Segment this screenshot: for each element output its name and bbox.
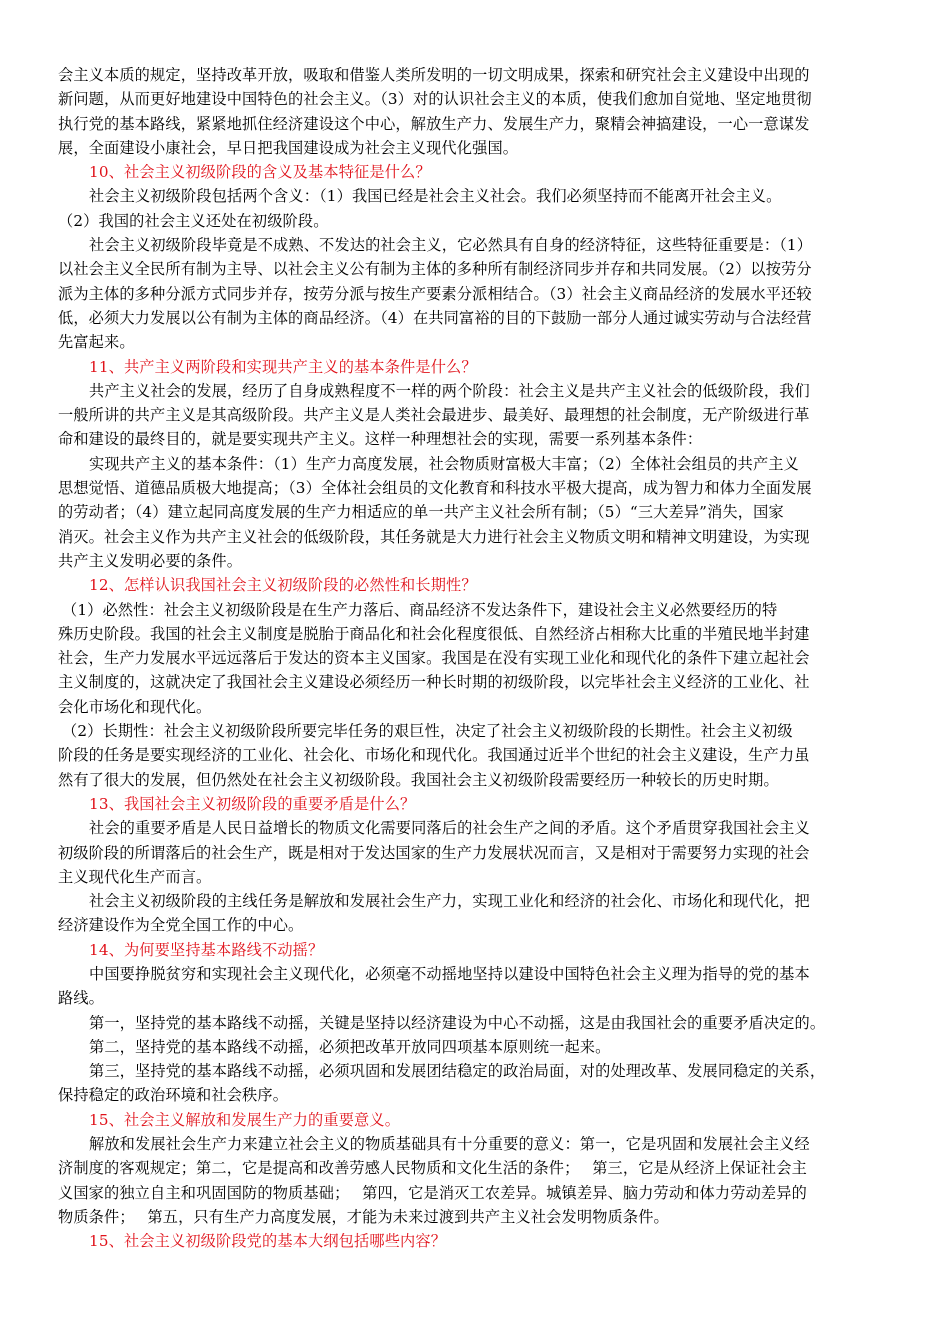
paragraph-line: 共产主义社会的发展，经历了自身成熟程度不一样的两个阶段：社会主义是共产主义社会的低级阶段，我们 bbox=[89, 381, 810, 400]
paragraph-line: 实现共产主义的基本条件：（1）生产力高度发展，社会物质财富极大丰富；（2）全体社会组员的共产主义 bbox=[89, 454, 799, 473]
paragraph-line: 物质条件； 第五，只有生产力高度发展，才能为未来过渡到共产主义社会发明物质条件。 bbox=[58, 1207, 669, 1226]
question-heading-14: 14、为何要坚持基本路线不动摇？ bbox=[89, 940, 324, 959]
paragraph-line: 主义制度的，这就决定了我国社会主义建设必须经历一种长时期的初级阶段，以完毕社会主义经济的工业化、社 bbox=[58, 673, 810, 692]
paragraph-line: 社会主义初级阶段毕竟是不成熟、不发达的社会主义，它必然具有自身的经济特征，这些特征重要是：（1） bbox=[89, 236, 813, 255]
paragraph-line: 会主义本质的规定，坚持改革开放，吸取和借鉴人类所发明的一切文明成果，探索和研究社会主义建设中出现的 bbox=[58, 66, 810, 84]
paragraph-line: 思想觉悟、道德品质极大地提高；（3）全体社会组员的文化教育和科技水平极大提高，成为智力和体力全面发展 bbox=[58, 479, 812, 498]
paragraph-line: 社会主义初级阶段的主线任务是解放和发展社会生产力，实现工业化和经济的社会化、市场化和现代化，把 bbox=[89, 892, 810, 911]
paragraph-line: 以社会主义全民所有制为主导、以社会主义公有制为主体的多种所有制经济同步并存和共同发展。（2）以按劳分 bbox=[58, 260, 812, 279]
paragraph-line: 主义现代化生产而言。 bbox=[58, 867, 212, 886]
paragraph-line: 中国要挣脱贫穷和实现社会主义现代化，必须毫不动摇地坚持以建设中国特色社会主义理为指导的党的基本 bbox=[89, 964, 810, 983]
paragraph-line: 的劳动者；（4）建立起同高度发展的生产力相适应的单一共产主义社会所有制；（5）“三大差异”消失，国家 bbox=[58, 503, 784, 522]
paragraph-line: 共产主义发明必要的条件。 bbox=[58, 551, 243, 570]
question-heading-12: 12、怎样认识我国社会主义初级阶段的必然性和长期性？ bbox=[89, 576, 477, 595]
paragraph-line: 消灭。社会主义作为共产主义社会的低级阶段，其任务就是大力进行社会主义物质文明和精神文明建设，为实现 bbox=[58, 527, 810, 546]
paragraph-line: 命和建设的最终目的，就是要实现共产主义。这样一种理想社会的实现，需要一系列基本条件： bbox=[58, 430, 703, 449]
paragraph-line: （1）必然性：社会主义初级阶段是在生产力落后、商品经济不发达条件下，建设社会主义必然要经历的特 bbox=[62, 600, 778, 619]
paragraph-line: （2）我国的社会主义还处在初级阶段。 bbox=[58, 211, 329, 230]
paragraph-line: 派为主体的多种分派方式同步并存，按劳分派与按生产要素分派相结合。（3）社会主义商品经济的发展水平还较 bbox=[58, 284, 812, 303]
paragraph-line: 阶段的任务是要实现经济的工业化、社会化、市场化和现代化。我国通过近半个世纪的社会主义建设，生产力虽 bbox=[58, 746, 810, 765]
paragraph-line: 经济建设作为全党全国工作的中心。 bbox=[58, 916, 304, 935]
paragraph-line: 社会的重要矛盾是人民日益增长的物质文化需要同落后的社会生产之间的矛盾。这个矛盾贯穿我国社会主义 bbox=[89, 819, 810, 838]
paragraph-line: 殊历史阶段。我国的社会主义制度是脱胎于商品化和社会化程度很低、自然经济占相称大比重的半殖民地半封建 bbox=[58, 624, 810, 643]
paragraph-line: 执行党的基本路线，紧紧地抓住经济建设这个中心，解放生产力、发展生产力，聚精会神搞建设，一心一意谋发 bbox=[58, 114, 810, 133]
paragraph-line: 会化市场化和现代化。 bbox=[58, 697, 212, 716]
paragraph-line: 第一，坚持党的基本路线不动摇，关键是坚持以经济建设为中心不动摇，这是由我国社会的重要矛盾决定的。 bbox=[89, 1013, 826, 1032]
paragraph-line: 第二，坚持党的基本路线不动摇，必须把改革开放同四项基本原则统一起来。 bbox=[89, 1037, 611, 1056]
paragraph-line: 低，必须大力发展以公有制为主体的商品经济。（4）在共同富裕的目的下鼓励一部分人通过诚实劳动与合法经营 bbox=[58, 308, 812, 327]
paragraph-line: 义国家的独立自主和巩固国防的物质基础； 第四，它是消灭工农差异。城镇差异、脑力劳动和体力劳动差异的 bbox=[58, 1183, 807, 1202]
paragraph-line: 社会，生产力发展水平远远落后于发达的资本主义国家。我国是在没有实现工业化和现代化的条件下建立起社会 bbox=[58, 649, 810, 668]
paragraph-line: （2）长期性：社会主义初级阶段所要完毕任务的艰巨性，决定了社会主义初级阶段的长期性。社会主义初级 bbox=[62, 722, 793, 741]
paragraph-line: 路线。 bbox=[58, 989, 105, 1008]
question-heading-10: 10、社会主义初级阶段的含义及基本特征是什么？ bbox=[89, 163, 431, 182]
question-heading-15b: 15、社会主义初级阶段党的基本大纲包括哪些内容？ bbox=[89, 1232, 447, 1251]
paragraph-line: 展，全面建设小康社会，早日把我国建设成为社会主义现代化强国。 bbox=[58, 138, 519, 157]
question-heading-15: 15、社会主义解放和发展生产力的重要意义。 bbox=[89, 1110, 401, 1129]
paragraph-line: 保持稳定的政治环境和社会秩序。 bbox=[58, 1086, 289, 1105]
paragraph-line: 济制度的客观规定；第二，它是提高和改善劳感人民物质和文化生活的条件； 第三，它是从经济上保证社会主 bbox=[58, 1159, 807, 1178]
paragraph-line: 第三，坚持党的基本路线不动摇，必须巩固和发展团结稳定的政治局面，对的处理改革、发展同稳定的关系， bbox=[89, 1062, 826, 1081]
question-heading-11: 11、共产主义两阶段和实现共产主义的基本条件是什么？ bbox=[89, 357, 477, 376]
paragraph-line: 解放和发展社会生产力来建立社会主义的物质基础具有十分重要的意义：第一，它是巩固和发展社会主义经 bbox=[89, 1135, 810, 1154]
question-heading-13: 13、我国社会主义初级阶段的重要矛盾是什么？ bbox=[89, 794, 416, 813]
paragraph-line: 初级阶段的所谓落后的社会生产，既是相对于发达国家的生产力发展状况而言，又是相对于需要努力实现的社会 bbox=[58, 843, 810, 862]
paragraph-line: 社会主义初级阶段包括两个含义：（1）我国已经是社会主义社会。我们必须坚持而不能离开社会主义。 bbox=[89, 187, 782, 206]
paragraph-line: 然有了很大的发展，但仍然处在社会主义初级阶段。我国社会主义初级阶段需要经历一种较长的历史时期。 bbox=[58, 770, 779, 789]
paragraph-line: 新问题，从而更好地建设中国特色的社会主义。（3）对的认识社会主义的本质，使我们愈加自觉地、坚定地贯彻 bbox=[58, 90, 812, 109]
paragraph-line: 先富起来。 bbox=[58, 333, 135, 352]
paragraph-line: 一般所讲的共产主义是其高级阶段。共产主义是人类社会最进步、最美好、最理想的社会制度，无产阶级进行革 bbox=[58, 406, 810, 425]
